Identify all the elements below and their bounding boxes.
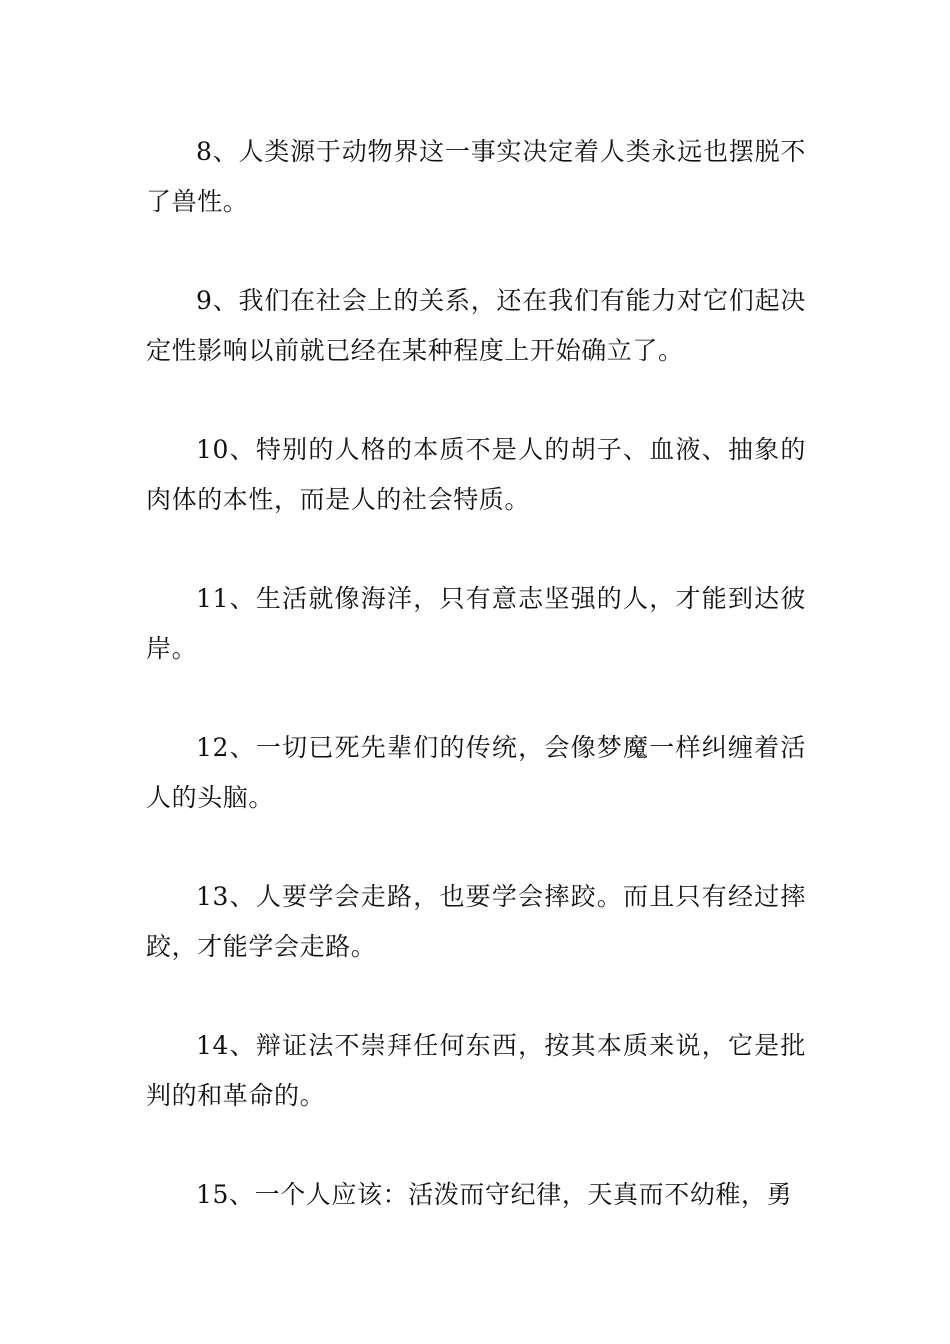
quote-paragraph-11: 11、生活就像海洋，只有意志坚强的人，才能到达彼岸。 (146, 584, 806, 663)
quote-paragraph-8: 8、人类源于动物界这一事实决定着人类永远也摆脱不了兽性。 (146, 137, 806, 216)
quote-paragraph-13: 13、人要学会走路，也要学会摔跤。而且只有经过摔跤，才能学会走路。 (146, 882, 806, 961)
quote-paragraph-12: 12、一切已死先辈们的传统，会像梦魔一样纠缠着活人的头脑。 (146, 733, 806, 812)
quote-paragraph-14: 14、辩证法不崇拜任何东西，按其本质来说，它是批判的和革命的。 (146, 1031, 806, 1110)
document-body (146, 127, 806, 1269)
quote-paragraph-15: 15、一个人应该：活泼而守纪律，天真而不幼稚，勇 (196, 1180, 793, 1209)
quote-paragraph-10: 10、特别的人格的本质不是人的胡子、血液、抽象的肉体的本性，而是人的社会特质。 (146, 435, 806, 514)
quote-paragraph-9: 9、我们在社会上的关系，还在我们有能力对它们起决定性影响以前就已经在某种程度上开始确立了。 (146, 286, 806, 365)
